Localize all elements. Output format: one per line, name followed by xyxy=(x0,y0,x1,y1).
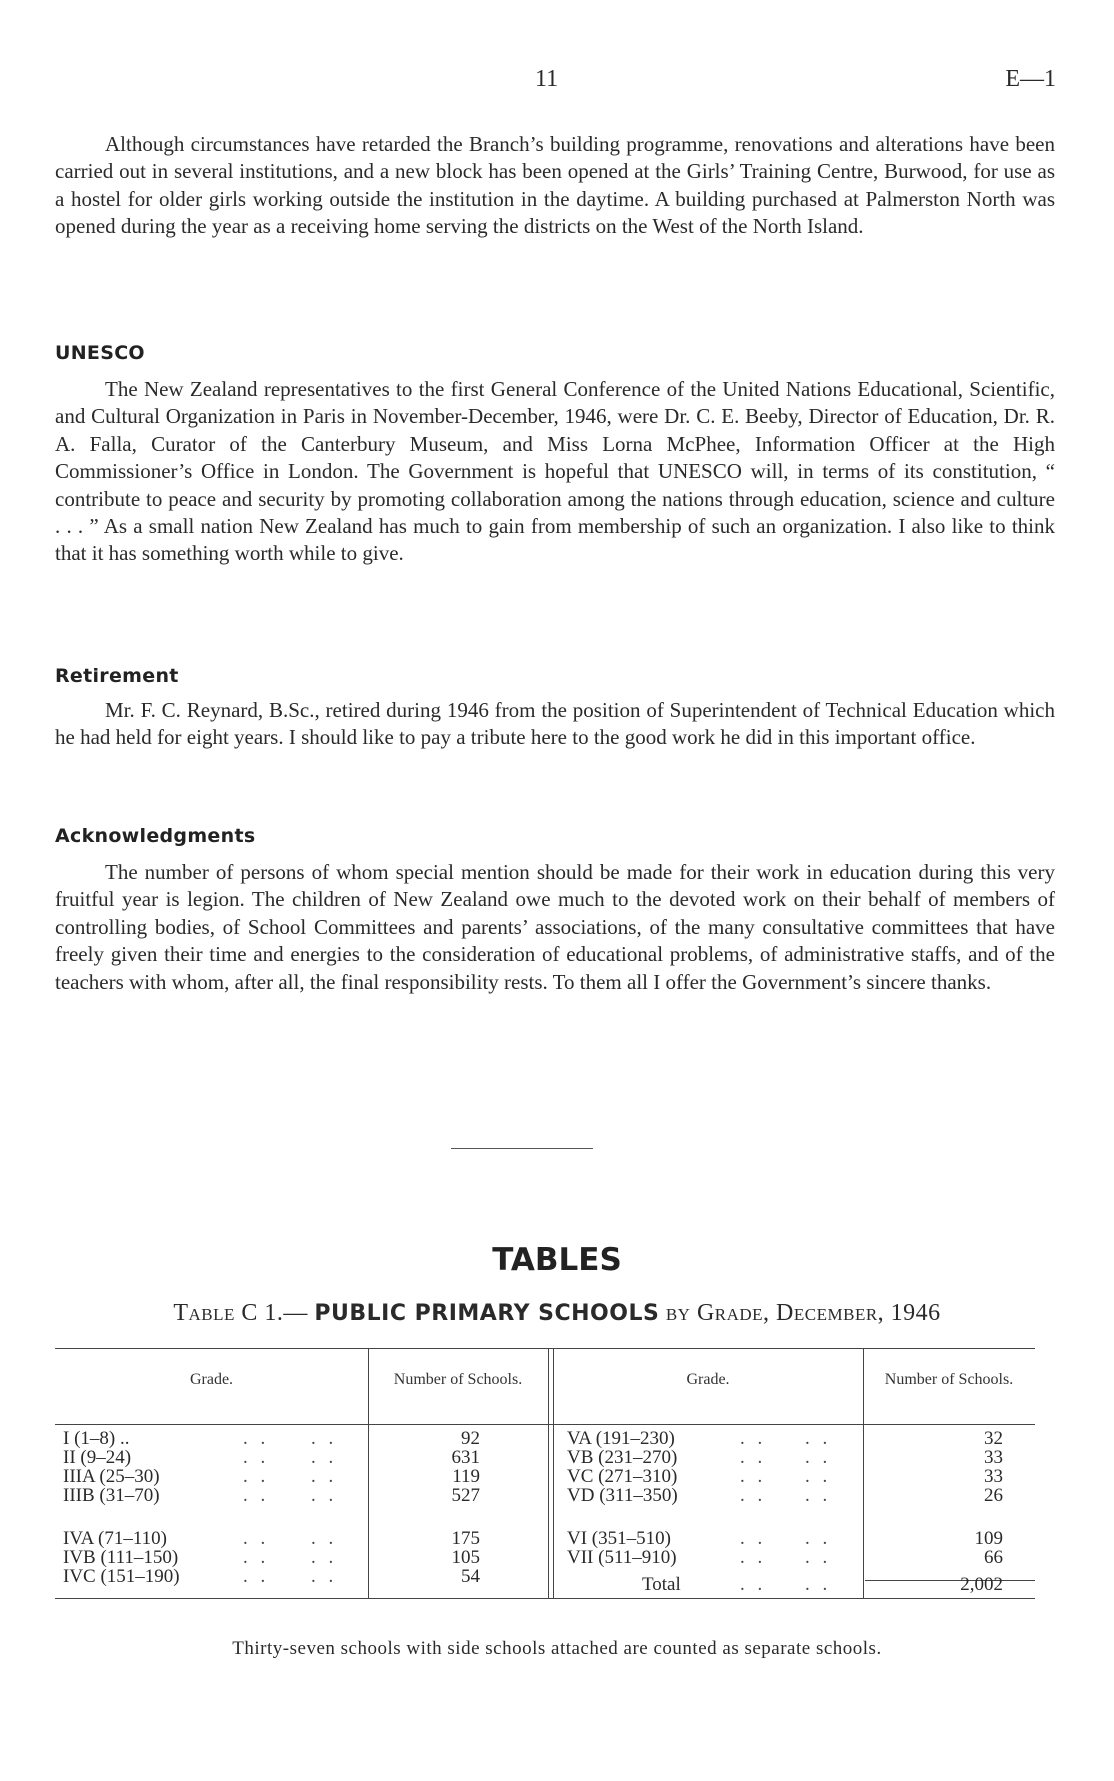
count-cell: 527 xyxy=(451,1485,480,1506)
grade-cell: VI (351–510) xyxy=(567,1528,671,1549)
section-retirement xyxy=(55,665,1055,687)
leader-dots: . . xyxy=(243,1466,270,1487)
count-cell: 631 xyxy=(451,1447,480,1468)
leader-dots: . . xyxy=(740,1528,767,1549)
leader-dots: . . xyxy=(805,1466,832,1487)
grade-cell: VB (231–270) xyxy=(567,1447,678,1468)
header-grade-left: Grade. xyxy=(189,1371,234,1388)
grade-cell: VII (511–910) xyxy=(567,1547,677,1568)
leader-dots: . . xyxy=(740,1447,767,1468)
page-header xyxy=(0,66,1114,96)
count-cell: 175 xyxy=(451,1528,480,1549)
header-grade-right: Grade. xyxy=(686,1371,730,1388)
leader-dots: . . xyxy=(243,1428,270,1449)
count-cell: 26 xyxy=(984,1485,1003,1506)
grade-cell: VC (271–310) xyxy=(567,1466,678,1487)
section-heading-unesco: UNESCO xyxy=(55,342,145,364)
count-cell: 105 xyxy=(451,1547,480,1568)
leader-dots: . . xyxy=(740,1485,767,1506)
leader-dots: . . xyxy=(805,1428,832,1449)
leader-dots: . . xyxy=(740,1428,767,1449)
section-retirement-body xyxy=(55,697,1055,752)
leader-dots: . . xyxy=(311,1447,338,1468)
section-paragraph-unesco: The New Zealand representatives to the first General Conference of the United Nations Educational, Scientific, and Cultural Organization in Paris in November-December, 1946, were Dr. C. E. Beeby, Director of Education, Dr. R. A. Falla, Curator of the Canterbury Museum, and Miss Lorna McPhee, Information Officer at the High Commissioner’s Office in London. The Government is hopeful that UNESCO will, in terms of its constitution, “ contribute to peace and security by promoting collaboration among the nations through education, science and culture . . . ” As a small nation New Zealand has much to gain from membership of such an organization. I also like to think that it has something worth while to give. xyxy=(55,377,1055,566)
grade-cell: VA (191–230) xyxy=(567,1428,675,1449)
document-reference: E—1 xyxy=(1005,66,1056,92)
grade-cell: IVA (71–110) xyxy=(63,1528,167,1549)
leader-dots: . . xyxy=(311,1547,338,1568)
grade-cell: IVB (111–150) xyxy=(63,1547,179,1568)
count-cell: 33 xyxy=(984,1447,1003,1468)
section-heading-acknowledgments: Acknowledgments xyxy=(55,825,256,847)
grade-cell: II (9–24) xyxy=(63,1447,132,1468)
grade-cell: VD (311–350) xyxy=(567,1485,678,1506)
header-count-right: Number of Schools. xyxy=(884,1371,1014,1388)
leader-dots: . . xyxy=(740,1547,767,1568)
table-footnote: Thirty-seven schools with side schools attached are counted as separate schools. xyxy=(232,1638,882,1659)
column-divider-2 xyxy=(548,1348,549,1598)
count-cell: 33 xyxy=(984,1466,1003,1487)
table-header-rule xyxy=(55,1424,1035,1425)
grade-table xyxy=(55,1348,1035,1608)
grade-cell: IVC (151–190) xyxy=(63,1566,180,1587)
total-value: 2,002 xyxy=(960,1574,1003,1595)
section-paragraph-acknowledgments: The number of persons of whom special mention should be made for their work in education during this very fruitful year is legion. The children of New Zealand owe much to the devoted work on their behalf of members of controlling bodies, of School Committees and parents’ associations, of the many consultative committees that have freely given their time and energies to the consideration of educational problems, of administrative staffs, and of the teachers with whom, after all, the final responsibility rests. To them all I offer the Government’s sincere thanks. xyxy=(55,860,1055,994)
leader-dots: . . xyxy=(243,1528,270,1549)
count-cell: 92 xyxy=(461,1428,480,1449)
count-cell: 119 xyxy=(452,1466,480,1487)
header-count-left: Number of Schools. xyxy=(393,1371,523,1388)
leader-dots: . . xyxy=(805,1447,832,1468)
table-bottom-rule xyxy=(55,1598,1035,1599)
table-caption-prefix: Table C 1.— xyxy=(173,1300,308,1326)
count-cell: 54 xyxy=(461,1566,480,1587)
total-leader-dots-2: . . xyxy=(805,1574,832,1595)
table-caption-title: PUBLIC PRIMARY SCHOOLS xyxy=(314,1301,660,1326)
grade-cell: I (1–8) .. xyxy=(63,1428,130,1449)
section-unesco-body xyxy=(55,376,1055,568)
leader-dots: . . xyxy=(243,1485,270,1506)
leader-dots: . . xyxy=(805,1485,832,1506)
leader-dots: . . xyxy=(740,1466,767,1487)
intro-block xyxy=(55,131,1055,241)
count-cell: 109 xyxy=(974,1528,1003,1549)
leader-dots: . . xyxy=(311,1528,338,1549)
tables-title: TABLES xyxy=(492,1242,622,1278)
leader-dots: . . xyxy=(243,1447,270,1468)
leader-dots: . . xyxy=(805,1528,832,1549)
leader-dots: . . xyxy=(805,1547,832,1568)
count-cell: 66 xyxy=(984,1547,1003,1568)
section-unesco xyxy=(55,342,1055,364)
leader-dots: . . xyxy=(311,1428,338,1449)
leader-dots: . . xyxy=(311,1466,338,1487)
section-divider xyxy=(451,1148,593,1149)
total-label: Total xyxy=(642,1574,681,1595)
intro-paragraph: Although circumstances have retarded the Branch’s building programme, renovations and alterations have been carried out in several institutions, and a new block has been opened at the Girls’ Training Centre, Burwood, for use as a hostel for older girls working outside the institution in the daytime. A building purchased at Palmerston North was opened during the year as a receiving home serving the districts on the West of the North Island. xyxy=(55,132,1055,239)
count-cell: 32 xyxy=(984,1428,1003,1449)
section-paragraph-retirement: Mr. F. C. Reynard, B.Sc., retired during 1946 from the position of Superintendent of Technical Education which he had held for eight years. I should like to pay a tribute here to the good work he did in this important office. xyxy=(55,698,1055,750)
leader-dots: . . xyxy=(311,1566,338,1587)
grade-cell: IIIA (25–30) xyxy=(63,1466,160,1487)
page-number: 11 xyxy=(535,66,559,92)
leader-dots: . . xyxy=(311,1485,338,1506)
section-heading-retirement: Retirement xyxy=(55,665,179,687)
total-leader-dots: . . xyxy=(740,1574,767,1595)
leader-dots: . . xyxy=(243,1566,270,1587)
table-caption xyxy=(0,1300,1114,1327)
table-caption-suffix: by Grade, December, 1946 xyxy=(665,1300,941,1326)
leader-dots: . . xyxy=(243,1547,270,1568)
table-top-rule xyxy=(55,1348,1035,1349)
grade-cell: IIIB (31–70) xyxy=(63,1485,160,1506)
section-acknowledgments-body xyxy=(55,859,1055,996)
section-acknowledgments xyxy=(55,825,1055,847)
